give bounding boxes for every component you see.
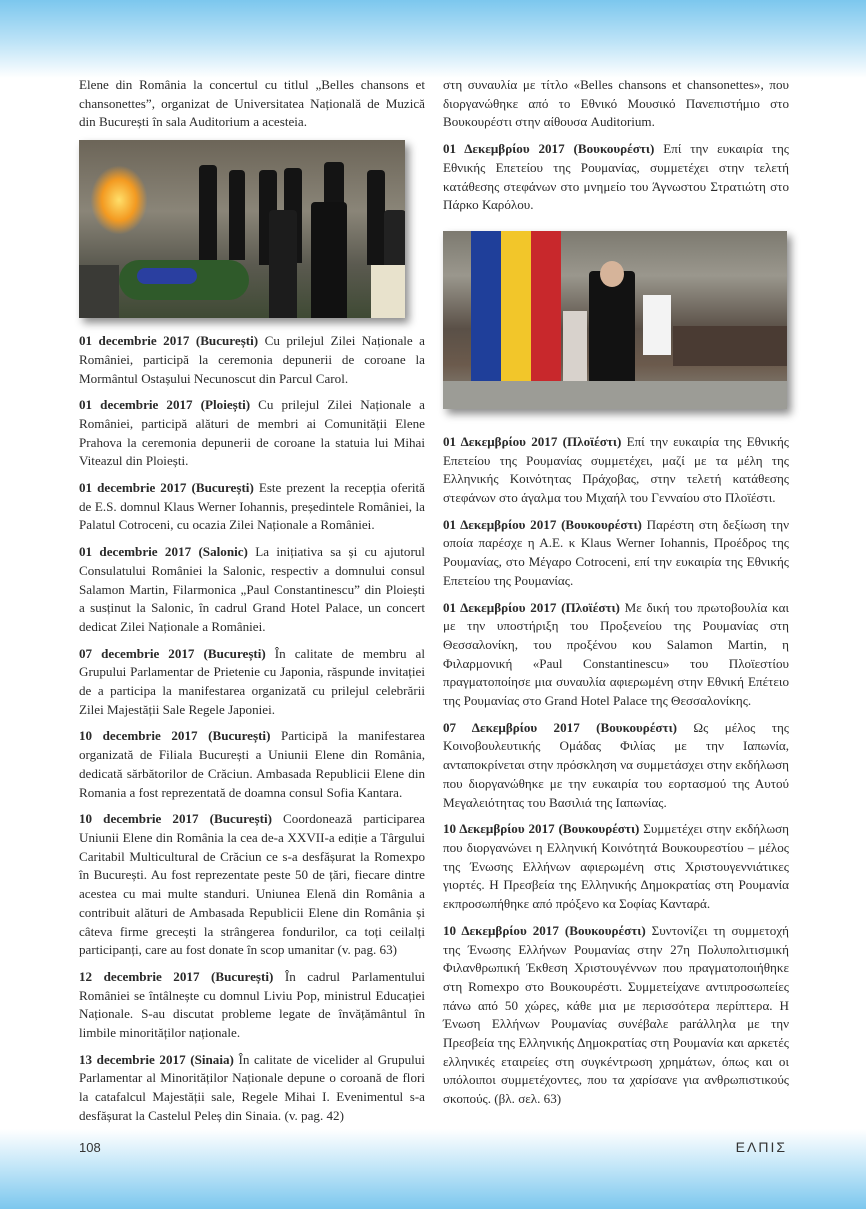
entry-heading: 01 decembrie 2017 (București) <box>79 480 254 496</box>
entry-paragraph <box>79 810 425 960</box>
entry-text: În calitate de membru al Grupului Parlamentar de Prietenie cu Japonia, răspunde invitației de a participa la manifestarea organizată cu prilejul celebrării Zilei Majestății Sale Regele Japoniei. <box>79 645 425 717</box>
entry-paragraph <box>79 543 425 637</box>
entry-heading: 07 Δεκεμβρίου 2017 (Βουκουρέστι) <box>443 719 677 735</box>
entry-text: La inițiativa sa și cu ajutorul Consulatului României la Salonic, respectiv a domnului consul Salamon Martin, Filarmonica „Paul Constantinescu” din Ploiești a susținut la Salonic, în cadrul Grand Hotel Palace, un concert dedicat Zilei Naționale a României. <box>79 544 425 634</box>
entry-paragraph <box>443 820 789 914</box>
entry-heading: 10 Δεκεμβρίου 2017 (Βουκουρέστι) <box>443 922 646 938</box>
entry-paragraph <box>79 479 425 535</box>
entry-text: În cadrul Parlamentului României se întâlnește cu domnul Liviu Pop, ministrul Educației Naționale. S-au discutat probleme legate de învățământul în limbile minorităților naționale. <box>79 968 425 1041</box>
entry-text: Με δική του πρωτοβουλία και με την υποστήριξη του Προξενείου της Ρουμανίας στη Θεσσαλονίκη, του προξένου κου Salamon Martin, η Φιλαρμονική «Paul Constantinescu» του Πλοϊεστίου πραγματοποίησε μια συναυλία αφιερωμένη στην Εθνική Επέτειο της Ρουμανίας στο Grand Hotel Palace της Θεσσαλονίκης. <box>443 599 789 709</box>
entry-text: Participă la manifestarea organizată de Filiala București a Uniunii Elene din România, dedicată sărbătorilor de Crăciun. Ambasada Republicii Elene din Romania a fost reprezentată de doamna consul Sofia Kantara. <box>79 728 425 800</box>
right-intro-paragraph: στη συναυλία με τίτλο «Belles chansons et chansonettes», που διοργανώθηκε από το Εθνικό Μουσικό Πανεπιστήμιο στο Βουκουρέστι στην αίθουσα Auditorium. <box>443 77 789 130</box>
entry-paragraph <box>443 140 789 215</box>
entry-paragraph <box>443 922 789 1109</box>
entry-heading: 01 decembrie 2017 (Ploiești) <box>79 397 251 413</box>
entry-heading: 01 decembrie 2017 (București) <box>79 333 259 349</box>
entry-heading: 13 decembrie 2017 (Sinaia) <box>79 1051 234 1067</box>
entry-heading: 01 Δεκεμβρίου 2017 (Πλοϊέστι) <box>443 433 622 449</box>
entry-text: Συντονίζει τη συμμετοχή της Ένωσης Ελλήνων Ρουμανίας στην 27η Πολυπολιτισμική Φιλανθρωπική Έκθεση Χριστουγέννων που πραγματοποιήθηκε στη Romexpo στο Βουκουρέστι. Συμμετείχανε αντιπροσωπείες πάνω από 50 χώρες, κάθε μια με περισσότερα περίπτερα. Η Ένωση Ελλήνων Ρουμανίας συνέβαλε parάλληλα με την Πρεσβεία της Ελληνικής Δημοκρατίας στη Ρουμανία και αρκετές ελληνικές εταιρείες στη συγκέντρωση χρημάτων, όπως και οι υπόλοιποι συμμετέχοντες, που τα χαρίσανε για ανθρωπιστικούς σκοπούς. (βλ. σελ. 63) <box>443 922 789 1107</box>
header-band <box>0 0 866 78</box>
entry-text: În calitate de vicelider al Grupului Parlamentar al Minorităților Naționale depune o coroană de flori la catafalcul Majestății sale, Regele Mihai I. Evenimentul s-a desfășurat la Castelul Peleș din Sinaia. (v. pag. 42) <box>79 1051 425 1123</box>
entry-heading: 10 Δεκεμβρίου 2017 (Βουκουρέστι) <box>443 821 640 837</box>
entry-heading: 07 decembrie 2017 (București) <box>79 645 266 661</box>
right-column <box>443 76 789 1117</box>
left-intro-paragraph: Elene din România la concertul cu titlul „Belles chansons et chansonettes”, organizat de Universitatea Națională de Muzică din București în sala Auditorium a acesteia. <box>79 77 425 130</box>
page-number: 108 <box>79 1140 101 1155</box>
entry-text: Cu prilejul Zilei Naționale a României, participă alături de membri ai Comunității Elene Prahova la ceremonia depunerii de coroane la statuia lui Mihai Viteazul din Ploiești. <box>79 397 425 469</box>
entry-paragraph <box>79 645 425 720</box>
entry-paragraph <box>79 1051 425 1126</box>
entry-text: Επί την ευκαιρία της Εθνικής Επετείου της Ρουμανίας συμμετέχει, μαζί με τα μέλη της Ελληνικής Κοινότητας Πράχοβας, στην τελετή κατάθεσης στεφάνων στο άγαλμα του Μιχαήλ του Γενναίου στο Πλοϊέστι. <box>443 433 789 506</box>
entry-heading: 01 decembrie 2017 (Salonic) <box>79 544 248 560</box>
entry-paragraph <box>443 516 789 591</box>
entry-text: Cu prilejul Zilei Naționale a României, participă la ceremonia depunerii de coroane la Mormântul Ostașului Necunoscut din Parcul Carol. <box>79 333 425 386</box>
entry-text: Επί την ευκαιρία της Εθνικής Επετείου της Ρουμανίας, συμμετέχει στην τελετή κατάθεσης στεφάνων στο μνημείο του Άγνωστου Στρατιώτη στο Πάρκο Καρόλου. <box>443 141 789 213</box>
entry-paragraph <box>79 968 425 1043</box>
magazine-title: ΕΛΠΙΣ <box>735 1139 787 1155</box>
wreath-ceremony-photo <box>79 140 405 318</box>
entry-paragraph <box>443 719 789 813</box>
entry-heading: 10 decembrie 2017 (București) <box>79 728 271 744</box>
entry-paragraph <box>79 727 425 802</box>
entry-paragraph <box>443 599 789 711</box>
entry-text: Συμμετέχει στην εκδήλωση που διοργανώνει η Ελληνική Κοινότητά Βουκουρεστίου – μέλος της Ένωσης Ελλήνων αφιερωμένη στις Χριστουγεννιάτικες γιορτές. Η Πρεσβεία της Ελληνικής Δημοκρατίας στη Ρουμανία εκπροσωπήθηκε από πρόξενο κα Σοφίας Κανταρά. <box>443 821 789 912</box>
entry-heading: 01 Δεκεμβρίου 2017 (Βουκουρέστι) <box>443 141 655 157</box>
entry-heading: 10 decembrie 2017 (București) <box>79 811 272 827</box>
entry-heading: 01 Δεκεμβρίου 2017 (Βουκουρέστι) <box>443 516 642 532</box>
entry-heading: 12 decembrie 2017 (București) <box>79 968 274 984</box>
entry-paragraph <box>79 332 425 388</box>
left-column <box>79 76 425 1134</box>
entry-text: Ως μέλος της Κοινοβουλευτικής Ομάδας Φιλίας με την Ιαπωνία, ανταποκρίνεται στην πρόσκληση να συμμετάσχει στην εκδήλωση που διοργανώθηκε με την ευκαιρία του εορτασμού της Αυτού Μεγαλειότητας του Βασιλιά της Ιαπωνίας. <box>443 719 789 810</box>
entry-heading: 01 Δεκεμβρίου 2017 (Πλοϊέστι) <box>443 599 620 615</box>
entry-text: Coordonează participarea Uniunii Elene din România la cea de-a XXVII-a ediție a Târgului Caritabil Multicultural de Crăciun ce s-a desfășurat la Romexpo în București. Au fost reprezentate peste 50 de țări, fiecare dintre acestea cu mai multe standuri. Uniunea Elenă din România a contribuit alături de Ambasada Republicii Elene din România și câteva firme grecești la strângerea fondurilor, ca toți ceilalți participanți, care au fost donate în scop umanitar (v. pag. 63) <box>79 811 425 958</box>
entry-paragraph <box>443 433 789 508</box>
entry-paragraph <box>79 396 425 471</box>
entry-text: Este prezent la recepția oferită de E.S. domnul Klaus Werner Iohannis, președintele României, la Palatul Cotroceni, cu ocazia Zilei Naționale a României. <box>79 480 425 533</box>
entry-text: Παρέστη στη δεξίωση την οποία παρέσχε η Α.Ε. κ Klaus Werner Iohannis, Προέδρος της Ρουμανίας, στο Μέγαρο Cotroceni, επί την ευκαιρία της Εθνικής Επετείου της Ρουμανίας. <box>443 516 789 588</box>
park-ceremony-photo <box>443 231 787 409</box>
